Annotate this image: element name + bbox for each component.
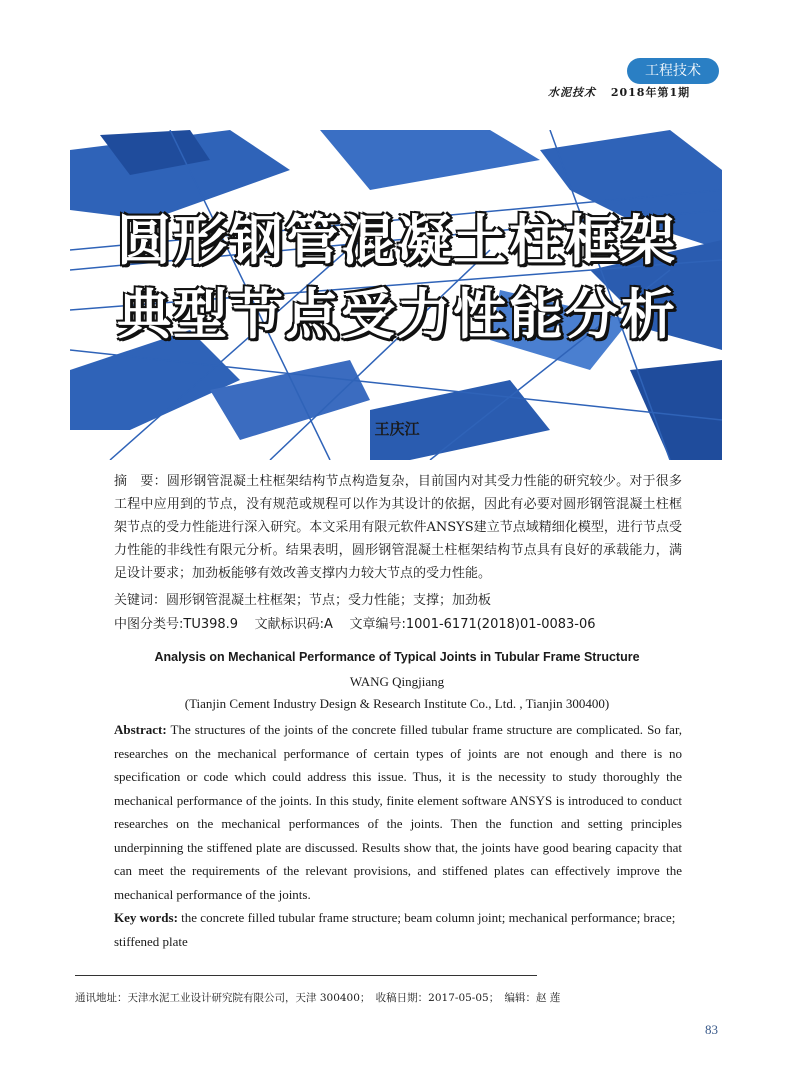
- english-abstract-label: Abstract:: [114, 722, 167, 737]
- footnote: 通讯地址：天津水泥工业设计研究院有限公司，天津 300400； 收稿日期：2017-05-05； 编辑：赵 莲: [75, 992, 561, 1004]
- article-title-line2: 典型节点受力性能分析: [117, 283, 677, 346]
- english-affiliation: (Tianjin Cement Industry Design & Research Institute Co., Ltd. , Tianjin 300400): [184, 696, 610, 711]
- doc-code-label: 文献标识码: [254, 617, 320, 632]
- classification-line: 中图分类号:TU398.9 文献标识码:A 文章编号:1001-6171(2018)01-0083-06: [114, 617, 596, 632]
- keywords-cn-text: 圆形钢管混凝土柱框架；节点；受力性能；支撑；加劲板: [166, 593, 492, 608]
- abstract-cn-text: 圆形钢管混凝土柱框架结构节点构造复杂，目前国内对其受力性能的研究较少。对于很多工程中应用到的节点，没有规范或规程可以作为其设计的依据，因此有必要对圆形钢管混凝土柱框架节点的受力性能进行深入研究。本文采用有限元软件ANSYS建立节点域精细化模型，进行节点受力性能的非线性有限元分析。结果表明，圆形钢管混凝土柱框架结构节点具有良好的承载能力，满足设计要求；加劲板能够有效改善支撑内力较大节点的受力性能。: [114, 474, 682, 581]
- abstract-cn-label: 摘 要: [114, 474, 154, 489]
- english-keywords-text: the concrete filled tubular frame structure; beam column joint; mechanical performance; brace; stiffened plate: [114, 910, 676, 949]
- english-abstract-text: The structures of the joints of the concrete filled tubular frame structure are complicated. So far, researches on the mechanical performance of certain types of joints are not enough and there is no specification or code which could address this issue. Thus, it is the necessity to study thoroughly the mechanical performance of the joints. In this study, finite element software ANSYS is introduced to conduct researches on the mechanical performances of the joints. Then the function and setting principles underpinning the stiffened plate are discussed. Results show that, the joints have good bearing capacity that can meet the requirements of the relevant provisions, and stiffened plates can effectively improve the mechanical performance of the joints.: [114, 722, 683, 902]
- english-title: Analysis on Mechanical Performance of Typical Joints in Tubular Frame Structure: [154, 650, 640, 664]
- clc-label: 中图分类号: [114, 617, 180, 632]
- journal-issue: 2018年第1期: [610, 86, 691, 99]
- section-tag: 工程技术: [627, 58, 719, 84]
- article-no-value: 1001-6171(2018)01-0083-06: [405, 617, 596, 632]
- article-title-line1: 圆形钢管混凝土柱框架: [117, 209, 677, 272]
- english-abstract: [114, 718, 682, 906]
- english-author: WANG Qingjiang: [349, 674, 445, 689]
- clc-value: TU398.9: [183, 617, 239, 632]
- journal-name: 水泥技术: [548, 86, 596, 99]
- article-no-label: 文章编号: [349, 617, 402, 632]
- author-cn: 王庆江: [374, 420, 420, 438]
- abstract-cn: 摘 要：圆形钢管混凝土柱框架结构节点构造复杂，目前国内对其受力性能的研究较少。对于很多工程中应用到的节点，没有规范或规程可以作为其设计的依据，因此有必要对圆形钢管混凝土柱框架节点的受力性能进行深入研究。本文采用有限元软件ANSYS建立节点域精细化模型，进行节点受力性能的非线性有限元分析。结果表明，圆形钢管混凝土柱框架结构节点具有良好的承载能力，满足设计要求；加劲板能够有效改善支撑内力较大节点的受力性能。: [114, 474, 682, 581]
- keywords-cn: 关键词：圆形钢管混凝土柱框架；节点；受力性能；支撑；加劲板: [114, 593, 492, 608]
- english-keywords: [114, 906, 682, 953]
- journal-header: [548, 84, 690, 100]
- footnote-divider: [75, 975, 537, 976]
- keywords-cn-label: 关键词: [114, 593, 154, 608]
- page-number: 83: [705, 1022, 718, 1037]
- doc-code-value: A: [324, 617, 333, 632]
- english-keywords-label: Key words:: [114, 910, 178, 925]
